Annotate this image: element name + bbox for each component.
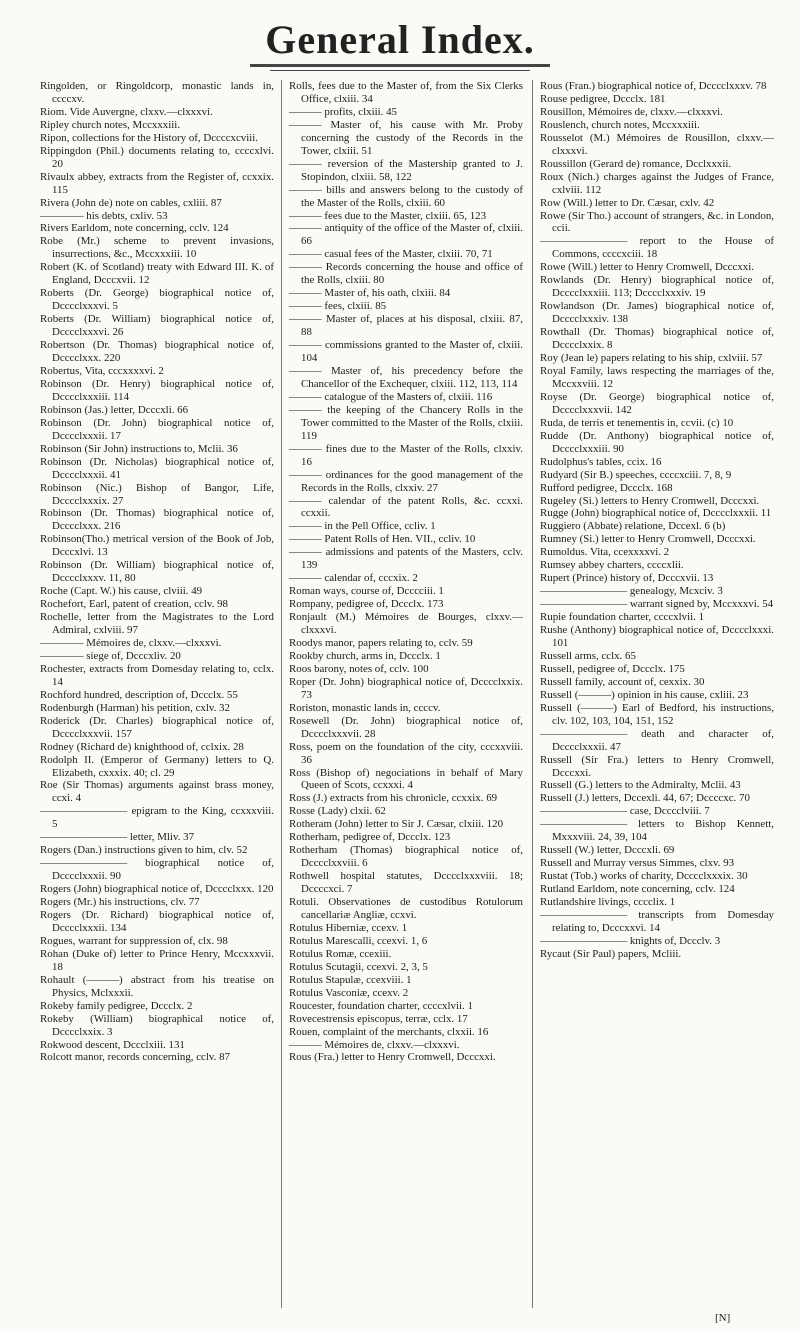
index-entry: Rous (Fran.) biographical notice of, Dcccclxxxv. 78 — [540, 80, 767, 92]
index-column-3 — [540, 80, 774, 961]
index-entry: ——— Patent Rolls of Hen. VII., ccliv. 10 — [289, 533, 476, 546]
index-entry: Rotulus Scutagii, ccexvi. 2, 3, 5 — [289, 960, 428, 973]
index-entry: Roberts (Dr. William) biographical notice of, Dcccclxxxvi. 26 — [40, 313, 274, 339]
index-entry: Rycaut (Sir Paul) papers, Mcliii. — [540, 947, 682, 960]
index-entry: Robertus, Vita, cccxxxxvi. 2 — [40, 364, 164, 377]
index-entry: Robinson(Tho.) metrical version of the Book of Job, Dcccxlvi. 13 — [40, 533, 274, 559]
index-entry: Rugge (John) biographical notice of, Dcccclxxxii. 11 — [540, 507, 772, 520]
index-entry: ——— ordinances for the good management of the Records in the Rolls, clxxiv. 27 — [289, 468, 523, 494]
index-entry: Russell (J.) letters, Dccexli. 44, 67; Dccccxc. 70 — [540, 792, 750, 805]
index-entry: ———————— transcripts from Domesday relating to, Dcccxxvi. 14 — [540, 909, 774, 934]
index-entry: Rousillon, Mémoires de, clxxv.—clxxxvi. — [540, 105, 723, 118]
index-entry: Rupert (Prince) history of, Dcccxvii. 13 — [540, 572, 714, 585]
index-entry: Robertson (Dr. Thomas) biographical notice of, Dcccclxxx. 220 — [40, 339, 274, 365]
index-entry: ———————— death and character of, Dcccclxxxii. 47 — [540, 727, 774, 753]
column-divider — [281, 80, 282, 1308]
page-title: General Index. — [265, 17, 535, 62]
index-entry: Roussillon (Gerard de) romance, Dcclxxxii. — [540, 157, 732, 170]
index-entry: Rodenburgh (Harman) his petition, cxlv. 32 — [40, 701, 230, 714]
index-entry: ———————— report to the House of Commons, ccccxciii. 18 — [540, 235, 774, 261]
index-entry: Rupie foundation charter, ccccxlvii. 1 — [540, 611, 705, 624]
index-entry: Roche (Capt. W.) his cause, clviii. 49 — [40, 585, 203, 598]
index-entry: Russell (G.) letters to the Admiralty, Mclii. 43 — [540, 779, 741, 792]
index-entry: ——— casual fees of the Master, clxiii. 70, 71 — [289, 248, 493, 261]
index-entry: Rutland Earldom, note concerning, cclv. 124 — [540, 883, 735, 896]
index-entry: Rouen, complaint of the merchants, clxxii. 16 — [289, 1025, 489, 1038]
index-entry: Russell (———) Earl of Bedford, his instructions, clv. 102, 103, 104, 151, 152 — [540, 701, 774, 727]
index-entry: Rochford hundred, description of, Dccclx. 55 — [40, 688, 238, 701]
index-entry: ——— Master of, his oath, clxiii. 84 — [289, 287, 451, 300]
index-entry: Rushe (Anthony) biographical notice of, Dcccclxxxi. 101 — [540, 624, 774, 649]
index-entry: ——— profits, clxiii. 45 — [289, 105, 397, 118]
index-entry: Roper (Dr. John) biographical notice of, Dcccclxxix. 73 — [289, 675, 523, 701]
index-entry: Rogers (John) biographical notice of, Dcccclxxx. 120 — [40, 883, 274, 896]
index-entry: Rompany, pedigree of, Dccclx. 173 — [289, 598, 444, 611]
index-entry: Russell (W.) letter, Dcccxli. 69 — [540, 844, 675, 857]
index-entry: Roe (Sir Thomas) arguments against brass money, ccxi. 4 — [40, 779, 274, 805]
index-entry: Rudolphus's tables, ccix. 16 — [540, 455, 662, 468]
index-entry: Robert (K. of Scotland) treaty with Edward III. K. of England, Dcccxvii. 12 — [40, 261, 274, 287]
index-entry: Roux (Nich.) charges against the Judges of France, cxlviii. 112 — [540, 170, 774, 196]
index-entry: Rowe (Will.) letter to Henry Cromwell, Dcccxxi. — [540, 261, 754, 274]
index-entry: Russell (———) opinion in his cause, cxliii. 23 — [540, 688, 749, 701]
index-entry: ——— Master of, his precedency before the Chancellor of the Exchequer, clxiii. 112, 113, 114 — [289, 364, 523, 390]
index-entry: Ross (J.) extracts from his chronicle, ccxxix. 69 — [289, 792, 498, 805]
index-entry: Rochester, extracts from Domesday relating to, cclx. 14 — [40, 662, 274, 688]
index-entry: Roriston, monastic lands in, ccccv. — [289, 701, 441, 714]
index-entry: Ripon, collections for the History of, Dccccxcviii. — [40, 131, 259, 144]
index-entry: Rowthall (Dr. Thomas) biographical notice of, Dcccclxxix. 8 — [540, 326, 774, 352]
index-entry: Russell, pedigree of, Dccclx. 175 — [540, 662, 685, 675]
index-entry: Rosewell (Dr. John) biographical notice of, Dcccclxxxvii. 28 — [289, 714, 523, 740]
folio-mark: [N] — [715, 1312, 731, 1324]
index-entry: ——— fees due to the Master, clxiii. 65, 123 — [289, 209, 487, 222]
index-entry: Rousselot (M.) Mémoires de Rousillon, clxxv.—clxxxvi. — [540, 131, 774, 157]
index-entry: ———————— letters to Bishop Kennett, Mxxxviii. 24, 39, 104 — [540, 818, 774, 844]
index-entry: ———————— warrant signed by, Mccxxxvi. 54 — [540, 598, 774, 611]
index-entry: Robinson (Dr. Nicholas) biographical notice of, Dcccclxxxii. 41 — [40, 455, 274, 481]
index-entry: Rouse pedigree, Dccclx. 181 — [540, 92, 666, 105]
index-entry: Rustat (Tob.) works of charity, Dcccclxxxix. 30 — [540, 870, 748, 883]
index-entry: ——— Mémoires de, clxxv.—clxxxvi. — [289, 1038, 460, 1051]
index-entry: Rolcott manor, records concerning, cclv. 87 — [40, 1051, 230, 1064]
index-entry: ——— the keeping of the Chancery Rolls in the Tower committed to the Master of the Rolls, clxiii. 119 — [289, 403, 523, 442]
index-entry: Robinson (Dr. Thomas) biographical notice of, Dcccclxxx. 216 — [40, 507, 274, 533]
index-entry: Rudde (Dr. Anthony) biographical notice of, Dcccclxxxiii. 90 — [540, 429, 774, 455]
index-entry: ——— reversion of the Mastership granted to J. Stopindon, clxiii. 58, 122 — [289, 157, 523, 183]
index-entry: Rotulus Stapulæ, ccexviii. 1 — [289, 973, 412, 986]
index-entry: Rosse (Lady) clxii. 62 — [289, 805, 386, 818]
index-entry: Roman ways, course of, Dcccciii. 1 — [289, 585, 444, 598]
index-entry: ——— calendar of, cccxix. 2 — [289, 572, 418, 585]
index-entry: ———————— letter, Mliv. 37 — [40, 831, 195, 844]
index-entry: Robinson (Dr. John) biographical notice of, Dcccclxxxii. 17 — [40, 416, 274, 442]
index-entry: Rolls, fees due to the Master of, from the Six Clerks Office, clxiii. 34 — [289, 80, 523, 105]
index-entry: ——— in the Pell Office, ccliv. 1 — [289, 520, 436, 533]
index-entry: Ringolden, or Ringoldcorp, monastic lands in, ccccxv. — [40, 80, 274, 105]
index-entry: Rodolph II. (Emperor of Germany) letters to Q. Elizabeth, cxxxix. 40; cl. 29 — [40, 753, 274, 779]
index-entry: Rokwood descent, Dccclxiii. 131 — [40, 1038, 185, 1051]
index-entry: Royal Family, laws respecting the marriages of the, Mccxxviii. 12 — [540, 364, 774, 390]
index-entry: ——— antiquity of the office of the Master of, clxiii. 66 — [289, 222, 523, 248]
index-entry: Robinson (Jas.) letter, Dcccxli. 66 — [40, 403, 189, 416]
index-entry: ——— fines due to the Master of the Rolls, clxxiv. 16 — [289, 442, 523, 468]
index-entry: Rotulus Hiberniæ, ccexv. 1 — [289, 921, 408, 934]
title-rule-thick — [250, 64, 550, 67]
index-entry: Rippingdon (Phil.) documents relating to, ccccxlvi. 20 — [40, 144, 274, 170]
index-entry: ——— commissions granted to the Master of, clxiii. 104 — [289, 339, 523, 365]
index-entry: Rotulus Vasconiæ, ccexv. 2 — [289, 986, 409, 999]
index-entry: Roucester, foundation charter, ccccxlvii. 1 — [289, 999, 473, 1012]
index-entry: ———— Mémoires de, clxxv.—clxxxvi. — [40, 636, 222, 649]
index-entry: Russell arms, cclx. 65 — [540, 649, 636, 662]
index-entry: Russell and Murray versus Simmes, clxv. 93 — [540, 857, 735, 870]
index-entry: ——— catalogue of the Masters of, clxiii. 116 — [289, 390, 493, 403]
index-entry: Roos barony, notes of, cclv. 100 — [289, 662, 429, 675]
index-entry: Russell (Sir Fra.) letters to Henry Cromwell, Dcccxxi. — [540, 753, 774, 779]
index-entry: Rudyard (Sir B.) speeches, ccccxciii. 7, 8, 9 — [540, 468, 732, 481]
index-entry: Rotheram (John) letter to Sir J. Cæsar, clxiii. 120 — [289, 818, 504, 831]
index-entry: Rogers (Mr.) his instructions, clv. 77 — [40, 896, 200, 909]
index-entry: Rokeby (William) biographical notice of, Dcccclxxix. 3 — [40, 1012, 274, 1038]
index-entry: Rokeby family pedigree, Dccclx. 2 — [40, 999, 193, 1012]
index-entry: Riom. Vide Auvergne, clxxv.—clxxxvi. — [40, 105, 213, 118]
index-entry: ——— Master of, his cause with Mr. Proby concerning the custody of the Records in the Tower, clxiii. 51 — [289, 118, 523, 157]
index-entry: Robinson (Sir John) instructions to, Mclii. 36 — [40, 442, 238, 455]
index-entry: ——— admissions and patents of the Masters, cclv. 139 — [289, 546, 523, 572]
index-entry: Roderick (Dr. Charles) biographical notice of, Dcccclxxxvii. 157 — [40, 714, 274, 740]
column-divider — [532, 80, 533, 1308]
index-entry: Rotulus Marescalli, ccexvi. 1, 6 — [289, 934, 428, 947]
index-entry: ———————— biographical notice of, Dcccclxxxii. 90 — [40, 857, 274, 883]
index-entry: Ross (Bishop of) negociations in behalf of Mary Queen of Scots, ccxxxi. 4 — [289, 766, 523, 792]
index-entry: Rohan (Duke of) letter to Prince Henry, Mccxxxvii. 18 — [40, 947, 274, 973]
index-entry: Rivera (John de) note on cables, cxliii. 87 — [40, 196, 222, 209]
index-entry: ——— calendar of the patent Rolls, &c. ccxxi. ccxxii. — [289, 494, 523, 520]
index-entry: ———— his debts, cxliv. 53 — [40, 209, 168, 222]
index-entry: Rochelle, letter from the Magistrates to the Lord Admiral, cxlviii. 97 — [40, 611, 274, 637]
index-entry: Robe (Mr.) scheme to prevent invasions, insurrections, &c., Mccxxxiii. 10 — [40, 235, 274, 261]
title-rule-thin — [270, 70, 530, 71]
index-entry: Robinson (Nic.) Bishop of Bangor, Life, Dcccclxxxix. 27 — [40, 481, 274, 507]
index-column-1 — [40, 80, 274, 1064]
index-entry: Ross, poem on the foundation of the city, cccxxviii. 36 — [289, 740, 523, 766]
index-entry: Rutlandshire livings, cccclix. 1 — [540, 896, 676, 909]
index-entry: Ruggiero (Abbate) relatione, Dccexl. 6 (b) — [540, 520, 726, 533]
index-entry: ——— Master of, places at his disposal, clxiii. 87, 88 — [289, 313, 523, 339]
index-entry: Roy (Jean le) papers relating to his ship, cxlviii. 57 — [540, 352, 763, 365]
index-entry: Rugeley (Si.) letters to Henry Cromwell, Dcccxxi. — [540, 494, 760, 507]
index-column-2 — [289, 80, 523, 1064]
index-entry: Robinson (Dr. Henry) biographical notice of, Dcccclxxxiii. 114 — [40, 377, 274, 403]
index-entry: Rothwell hospital statutes, Dcccclxxxviii. 18; Dccccxci. 7 — [289, 870, 523, 896]
index-entry: Rufford pedigree, Dccclx. 168 — [540, 481, 673, 494]
index-entry: Rous (Fra.) letter to Henry Cromwell, Dcccxxi. — [289, 1051, 496, 1064]
index-entry: Rotulus Romæ, ccexiii. — [289, 947, 392, 960]
index-entry: Rotherham, pedigree of, Dccclx. 123 — [289, 831, 451, 844]
index-entry: Rotherham (Thomas) biographical notice of, Dcccclxxviii. 6 — [289, 844, 523, 870]
index-entry: ——— Records concerning the house and office of the Rolls, clxiii. 80 — [289, 261, 523, 287]
index-entry: Royse (Dr. George) biographical notice of, Dcccclxxxvii. 142 — [540, 390, 774, 416]
index-entry: ——— fees, clxiii. 85 — [289, 300, 387, 313]
index-entry: Rumsey abbey charters, ccccxlii. — [540, 559, 684, 572]
index-entry: Ronjault (M.) Mémoires de Bourges, clxxv.—clxxxvi. — [289, 611, 523, 637]
index-entry: ———— siege of, Dcccxliv. 20 — [40, 649, 181, 662]
index-entry: Rogues, warrant for suppression of, clx. 98 — [40, 934, 228, 947]
index-entry: Rogers (Dan.) instructions given to him, clv. 52 — [40, 844, 248, 857]
index-entry: ———————— case, Dcccclviii. 7 — [540, 805, 710, 818]
index-entry: Rotuli. Observationes de custodibus Rotulorum cancellariæ Angliæ, ccxvi. — [289, 896, 523, 921]
index-entry: Rovecestrensis episcopus, terræ, cclx. 17 — [289, 1012, 468, 1025]
index-entry: ———————— knights of, Dccclv. 3 — [540, 934, 721, 947]
index-entry: Rochefort, Earl, patent of creation, cclv. 98 — [40, 598, 228, 611]
index-entry: Rookby church, arms in, Dccclx. 1 — [289, 649, 441, 662]
index-entry: Rumney (Si.) letter to Henry Cromwell, Dcccxxi. — [540, 533, 756, 546]
index-entry: Rohault (———) abstract from his treatise on Physics, Mclxxxii. — [40, 973, 274, 999]
index-entry: Robinson (Dr. William) biographical notice of, Dcccclxxxv. 11, 80 — [40, 559, 274, 585]
index-entry: Rowlandson (Dr. James) biographical notice of, Dcccclxxxiv. 138 — [540, 300, 774, 326]
index-entry: Rowe (Sir Tho.) account of strangers, &c. in London, ccii. — [540, 209, 774, 235]
index-entry: Rouslench, church notes, Mccxxxiii. — [540, 118, 700, 131]
index-entry: Rogers (Dr. Richard) biographical notice of, Dcccclxxxii. 134 — [40, 909, 274, 934]
index-entry: Russell family, account of, cexxix. 30 — [540, 675, 705, 688]
index-entry: Ruda, de terris et tenementis in, ccvii. (c) 10 — [540, 416, 734, 429]
index-entry: ———————— epigram to the King, ccxxxviii. 5 — [40, 805, 274, 831]
index-entry: Ripley church notes, Mccxxxiii. — [40, 118, 181, 131]
index-entry: Roodys manor, papers relating to, cclv. 59 — [289, 636, 473, 649]
index-entry: Rowlands (Dr. Henry) biographical notice of, Dcccclxxxiii. 113; Dcccclxxxiv. 19 — [540, 274, 774, 300]
index-entry: Roberts (Dr. George) biographical notice of, Dcccclxxxvi. 5 — [40, 287, 274, 313]
index-entry: Rivaulx abbey, extracts from the Register of, ccxxix. 115 — [40, 170, 274, 196]
index-entry: Rodney (Richard de) knighthood of, cclxix. 28 — [40, 740, 244, 753]
index-entry: Rumoldus. Vita, ccexxxxvi. 2 — [540, 546, 670, 559]
index-entry: ——— bills and answers belong to the custody of the Master of the Rolls, clxiii. 60 — [289, 183, 523, 209]
index-entry: Rivers Earldom, note concerning, cclv. 124 — [40, 222, 229, 235]
index-entry: Row (Will.) letter to Dr. Cæsar, cxlv. 42 — [540, 196, 715, 209]
index-entry: ———————— genealogy, Mcxciv. 3 — [540, 585, 723, 598]
